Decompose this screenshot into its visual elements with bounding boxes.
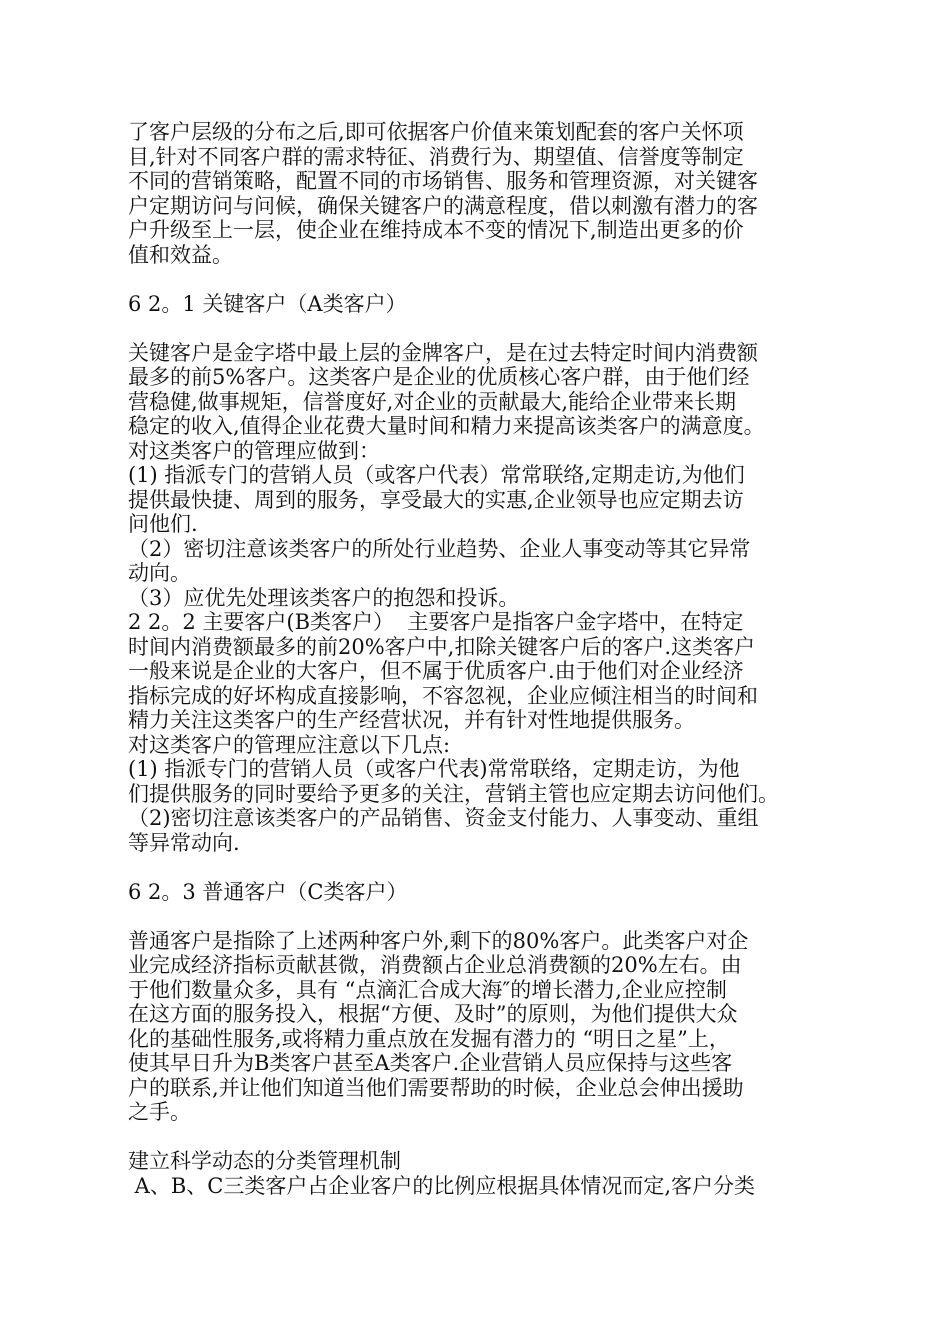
- text-line: 之手。: [128, 1100, 191, 1124]
- text-line: 使其早日升为B类客户甚至A类客户.企业营销人员应保持与这些客: [128, 1051, 733, 1075]
- text-line: 对这类客户的管理应做到：: [128, 438, 380, 463]
- text-line: 时间内消费额最多的前20%客户中,扣除关键客户后的客户.这类客户: [128, 634, 756, 659]
- text-line: （2）密切注意该类客户的所处行业趋势、企业人事变动等其它异常: [128, 536, 751, 561]
- text-line: 业完成经济指标贡献甚微，消费额占企业总消费额的20%左右。由: [128, 953, 742, 977]
- text-line: 提供最快捷、周到的服务，享受最大的实惠,企业领导也应定期去访: [128, 487, 744, 512]
- blank-line: [128, 316, 868, 341]
- key-customer-paragraph: [128, 341, 868, 856]
- text-line: 户升级至上一层，使企业在维持成本不变的情况下,制造出更多的价: [128, 218, 744, 242]
- text-line: 户定期访问与问候，确保关键客户的满意程度，借以刺激有潜力的客: [128, 193, 758, 218]
- intro-paragraph: [128, 120, 868, 267]
- blank-line: [128, 855, 868, 880]
- text-line: 关键客户是金字塔中最上层的金牌客户，是在过去特定时间内消费额: [128, 340, 758, 365]
- text-line: 们提供服务的同时要给予更多的关注，营销主管也应定期去访问他们。: [128, 781, 779, 806]
- section-heading-a: 6 2。1 关键客户（A类客户）: [128, 291, 407, 316]
- text-line: 普通客户是指除了上述两种客户外,剩下的80%客户。此类客户对企: [128, 928, 749, 953]
- document-body: [128, 120, 868, 1198]
- text-line: （3）应优先处理该类客户的抱怨和投诉。: [128, 585, 520, 610]
- text-line: 等异常动向.: [128, 830, 240, 855]
- text-line: 了客户层级的分布之后,即可依据客户价值来策划配套的客户关怀项: [128, 120, 744, 144]
- text-line: 不同的营销策略，配置不同的市场销售、服务和管理资源，对关键客: [128, 169, 758, 193]
- text-line: 营稳健,做事规矩，信誉度好,对企业的贡献最大,能给企业带来长期: [128, 389, 737, 414]
- blank-line: [128, 1125, 868, 1150]
- text-line: 在这方面的服务投入，根据“方便、及时”的原则，为他们提供大众: [128, 1002, 738, 1026]
- text-line: 化的基础性服务,或将精力重点放在发掘有潜力的 “明日之星”上，: [128, 1026, 730, 1051]
- blank-line: [128, 904, 868, 929]
- text-line: 稳定的收入,值得企业花费大量时间和精力来提高该类客户的满意度。: [128, 414, 765, 438]
- text-line: （2)密切注意该类客户的产品销售、资金支付能力、人事变动、重组: [128, 806, 759, 830]
- section-heading-c: 6 2。3 普通客户（C类客户）: [128, 879, 408, 904]
- text-line: (1) 指派专门的营销人员（或客户代表)常常联络，定期走访，为他: [128, 757, 740, 781]
- text-line: 动向。: [128, 561, 191, 585]
- blank-line: [128, 267, 868, 292]
- text-line: 问他们.: [128, 512, 198, 536]
- text-line: 2 2。2 主要客户(B类客户） 主要客户是指客户金字塔中，在特定: [128, 610, 744, 634]
- text-line: 精力关注这类客户的生产经营状况，并有针对性地提供服务。: [128, 708, 695, 732]
- text-line: 指标完成的好坏构成直接影响，不容忽视，企业应倾注相当的时间和: [128, 683, 758, 708]
- text-line: A、B、C三类客户占企业客户的比例应根据具体情况而定,客户分类: [128, 1173, 756, 1198]
- text-line: 户的联系,并让他们知道当他们需要帮助的时候，企业总会伸出援助: [128, 1075, 744, 1100]
- text-line: 对这类客户的管理应注意以下几点:: [128, 732, 451, 757]
- text-line: 于他们数量众多，具有 “点滴汇合成大海″的增长潜力,企业应控制: [128, 977, 727, 1002]
- regular-customer-paragraph: [128, 929, 868, 1125]
- text-line: 一般来说是企业的大客户，但不属于优质客户.由于他们对企业经济: [128, 659, 744, 683]
- text-line: (1) 指派专门的营销人员（或客户代表）常常联络,定期走访,为他们: [128, 463, 745, 487]
- text-line: 值和效益。: [128, 242, 233, 267]
- text-line: 最多的前5%客户。这类客户是企业的优质核心客户群，由于他们经: [128, 365, 750, 389]
- section-heading-mechanism: 建立科学动态的分类管理机制: [128, 1149, 401, 1173]
- text-line: 目,针对不同客户群的需求特征、消费行为、期望值、信誉度等制定: [128, 144, 744, 169]
